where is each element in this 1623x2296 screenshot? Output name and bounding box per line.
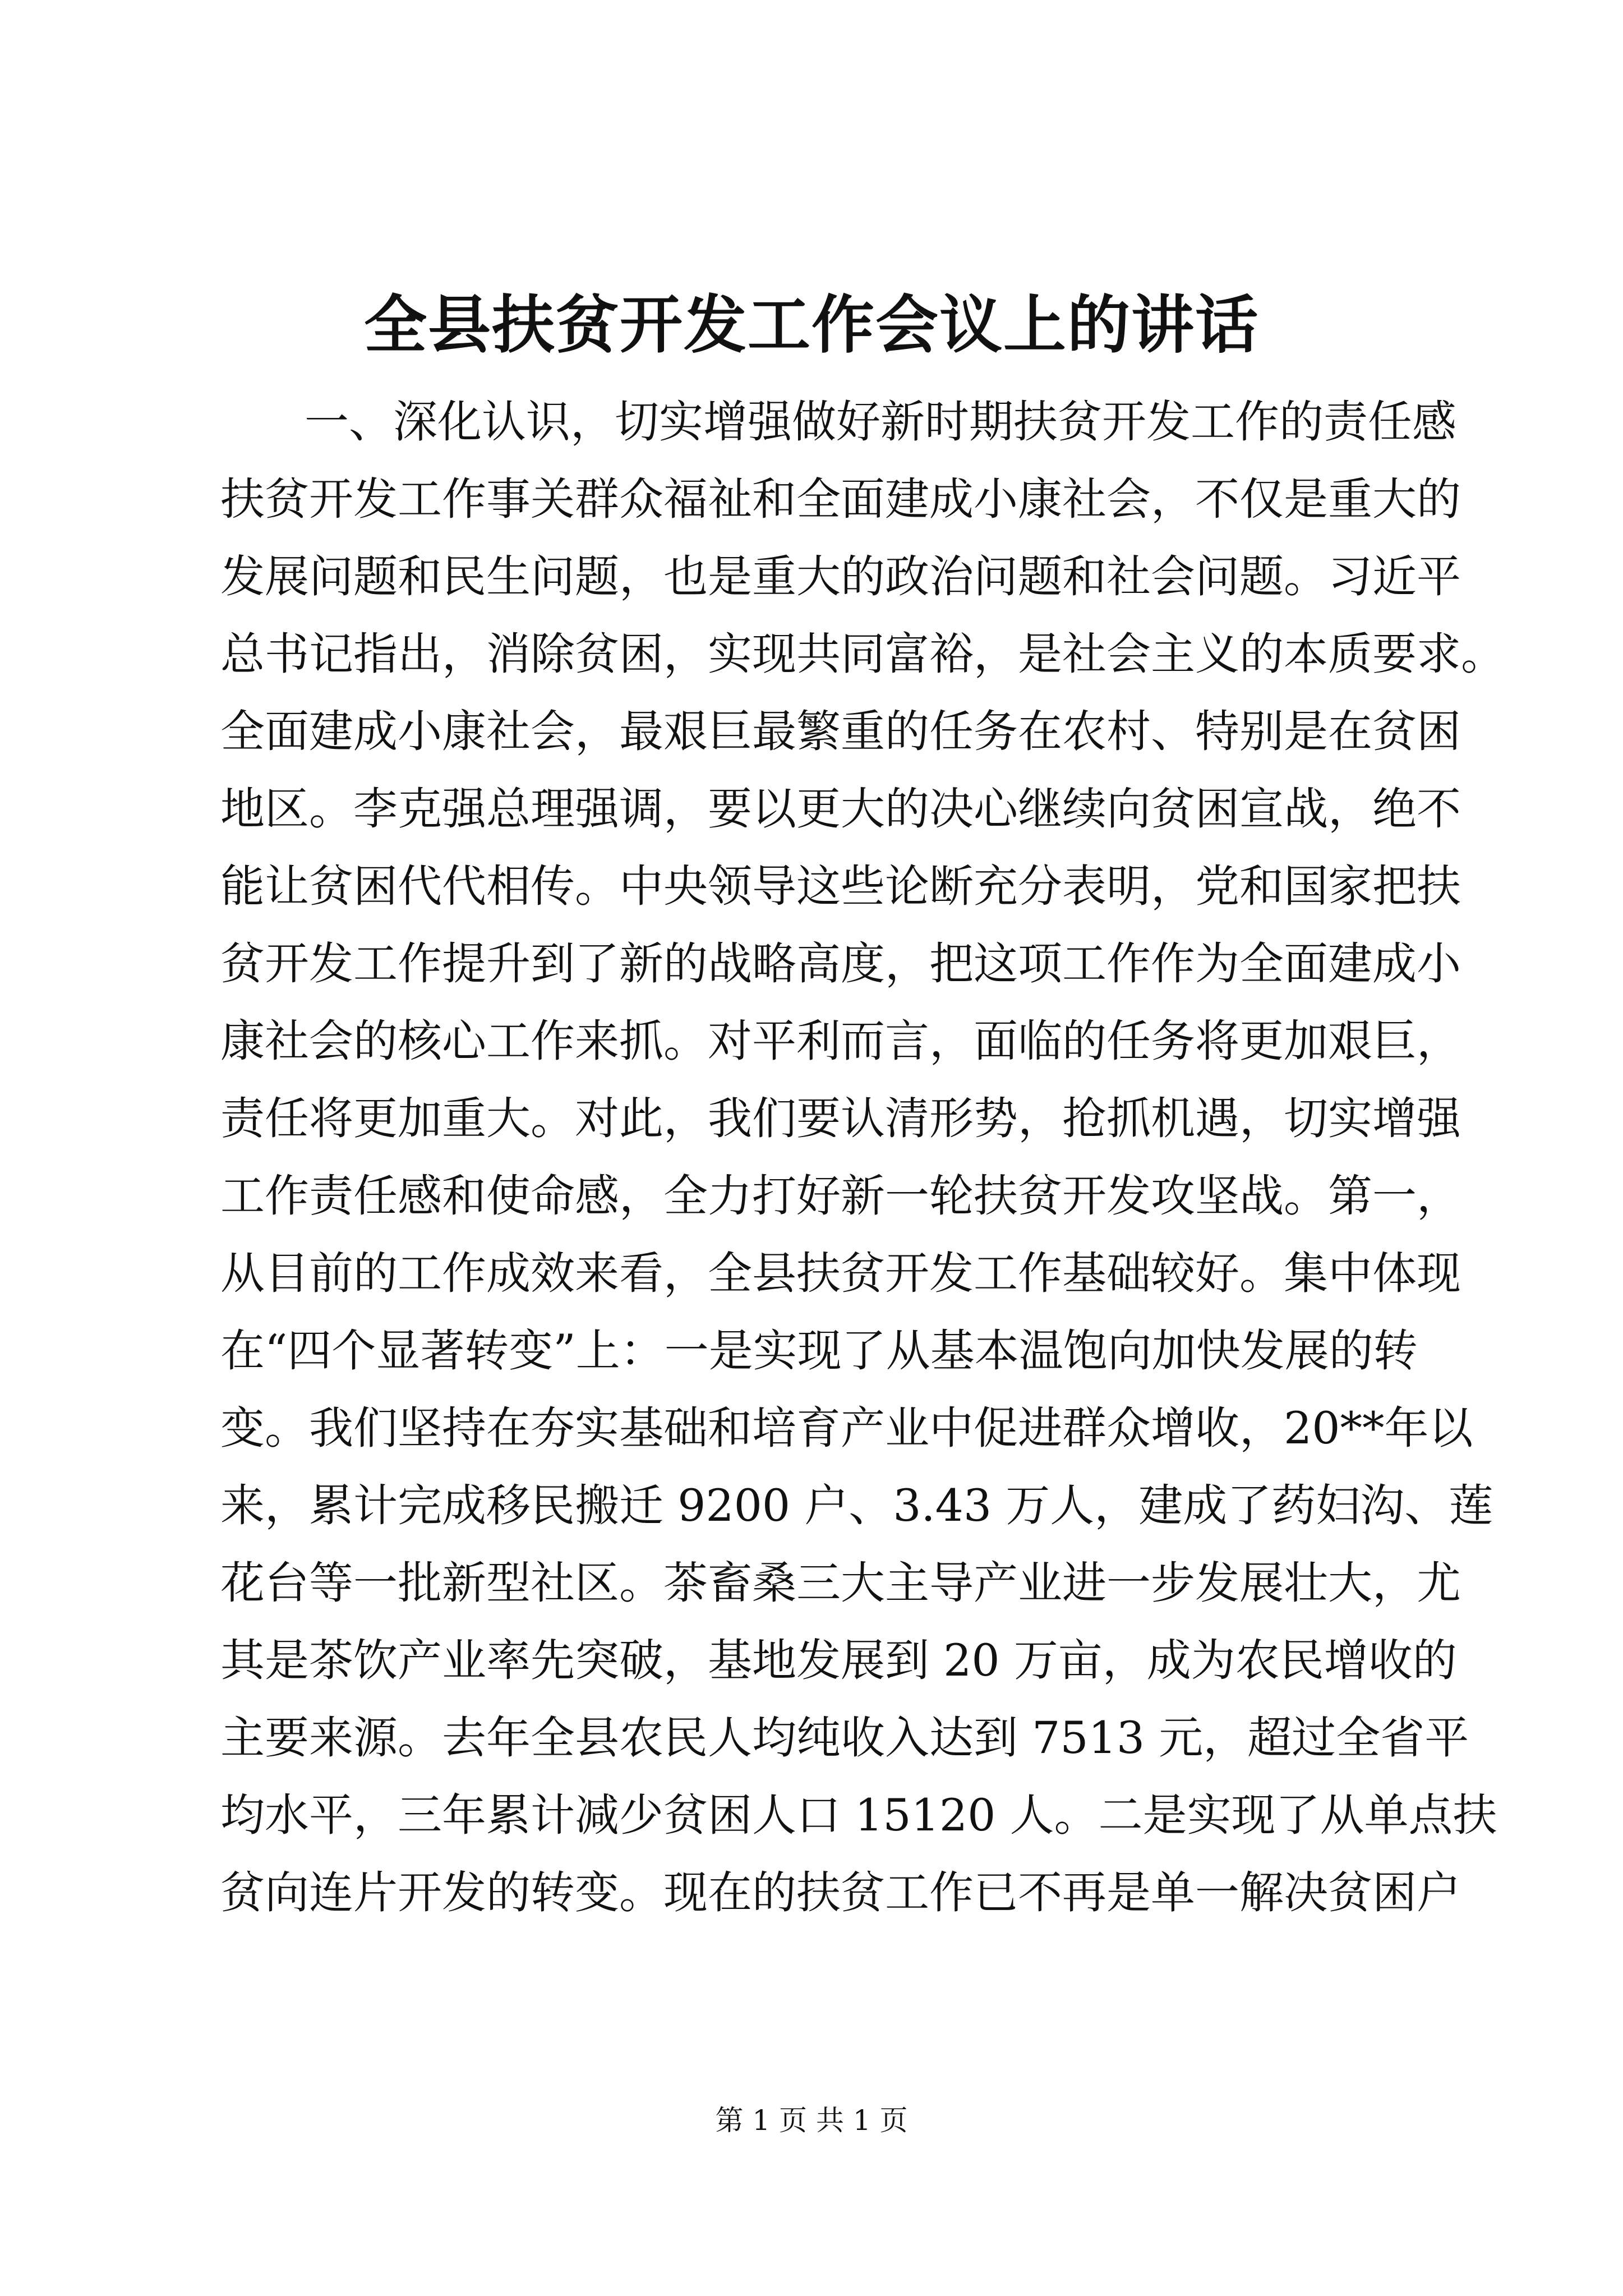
body-line: 均水平，三年累计减少贫困人口 15120 人。二是实现了从单点扶: [220, 1789, 1497, 1841]
body-line: 来，累计完成移民搬迁 9200 户、3.43 万人，建成了药妇沟、莲: [220, 1480, 1493, 1531]
body-line: 全面建成小康社会，最艰巨最繁重的任务在农村、特别是在贫困: [220, 706, 1461, 757]
document-body: [220, 383, 1505, 1931]
body-line: 变。我们坚持在夯实基础和培育产业中促进群众增收，20**年以: [220, 1402, 1473, 1454]
body-line: 扶贫开发工作事关群众福祉和全面建成小康社会，不仅是重大的: [220, 473, 1461, 525]
body-line: 一、深化认识，切实增强做好新时期扶贫开发工作的责任感: [305, 396, 1456, 448]
body-line: 其是茶饮产业率先突破，基地发展到 20 万亩，成为农民增收的: [220, 1635, 1457, 1686]
body-line: 主要来源。去年全县农民人均纯收入达到 7513 元，超过全省平: [220, 1712, 1469, 1764]
body-line: 工作责任感和使命感，全力打好新一轮扶贫开发攻坚战。第一，: [220, 1170, 1461, 1222]
body-line: 从目前的工作成效来看，全县扶贫开发工作基础较好。集中体现: [220, 1248, 1461, 1299]
body-line: 地区。李克强总理强调，要以更大的决心继续向贫困宣战，绝不: [220, 783, 1461, 835]
body-line: 花台等一批新型社区。茶畜桑三大主导产业进一步发展壮大，尤: [220, 1557, 1461, 1609]
body-line: 发展问题和民生问题，也是重大的政治问题和社会问题。习近平: [220, 551, 1461, 602]
body-line: 总书记指出，消除贫困，实现共同富裕，是社会主义的本质要求。: [220, 628, 1505, 680]
body-line: 在“四个显著转变”上：一是实现了从基本温饱向加快发展的转: [220, 1325, 1418, 1377]
body-line: 能让贫困代代相传。中央领导这些论断充分表明，党和国家把扶: [220, 861, 1461, 912]
body-line: 贫向连片开发的转变。现在的扶贫工作已不再是单一解决贫困户: [220, 1867, 1461, 1918]
document-title: 全县扶贫开发工作会议上的讲话: [364, 288, 1259, 362]
page-footer: 第 1 页 共 1 页: [715, 2104, 908, 2137]
body-line: 贫开发工作提升到了新的战略高度，把这项工作作为全面建成小: [220, 938, 1461, 990]
body-line: 康社会的核心工作来抓。对平利而言，面临的任务将更加艰巨，: [220, 1015, 1461, 1067]
body-line: 责任将更加重大。对此，我们要认清形势，抢抓机遇，切实增强: [220, 1093, 1461, 1144]
